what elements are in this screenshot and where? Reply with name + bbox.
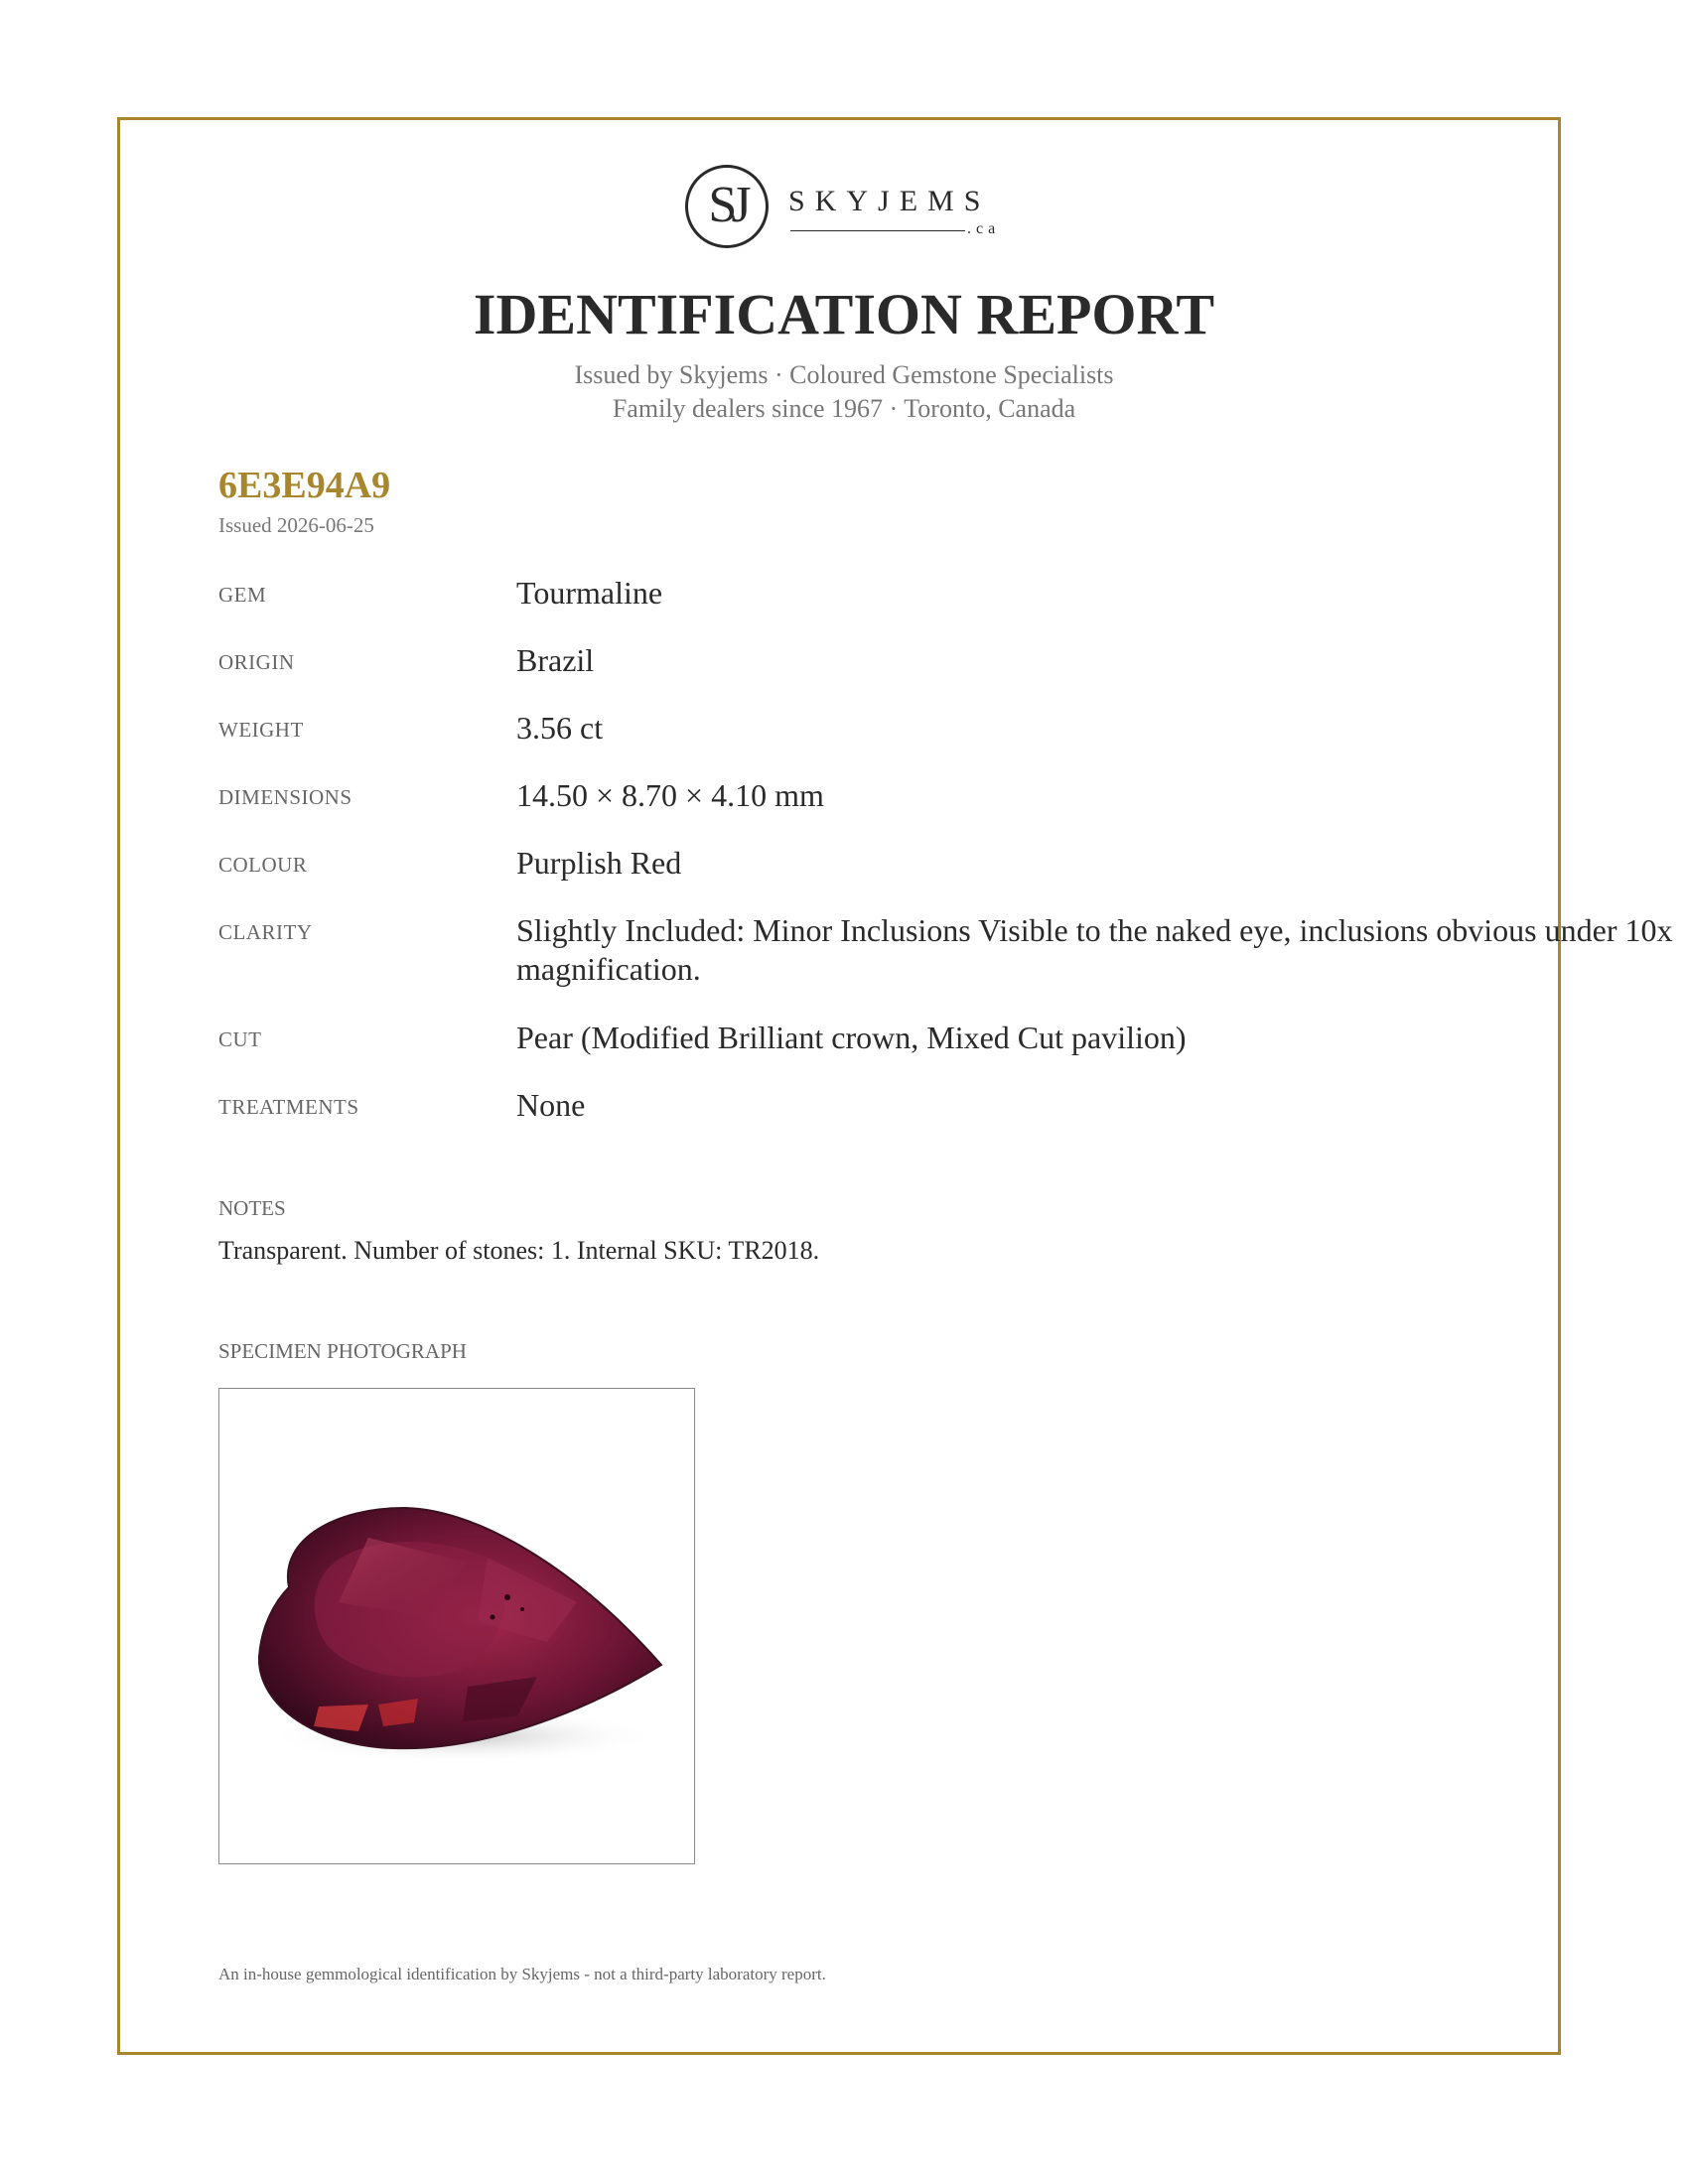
notes-label: NOTES (218, 1196, 286, 1220)
field-value: 3.56 ct (516, 710, 604, 746)
field-value: Pear (Modified Brilliant crown, Mixed Cut pavilion) (516, 1020, 1187, 1055)
logo-monogram: SJ (708, 177, 746, 233)
field-label: GEM (218, 583, 267, 607)
skyjems-logo (685, 165, 1013, 260)
report-title: IDENTIFICATION REPORT (473, 282, 1215, 346)
logo-rule (790, 230, 965, 231)
field-value: 14.50 × 8.70 × 4.10 mm (516, 777, 824, 813)
field-label: DIMENSIONS (218, 785, 352, 809)
field-value: Purplish Red (516, 845, 682, 881)
gemstone-image (219, 1389, 696, 1865)
field-value: Slightly Included: Minor Inclusions Visible to the naked eye, inclusions obvious under 10x magnification. (516, 912, 1673, 987)
field-value: Tourmaline (516, 575, 663, 611)
field-label: CUT (218, 1027, 262, 1051)
logo-wordmark: SKYJEMS (788, 185, 991, 217)
field-value: None (516, 1087, 586, 1123)
field-label: WEIGHT (218, 718, 304, 742)
notes-text: Transparent. Number of stones: 1. Internal SKU: TR2018. (218, 1236, 820, 1265)
logo-tld: .ca (967, 220, 1001, 237)
report-subtitle-issuer: Issued by Skyjems · Coloured Gemstone Specialists (574, 360, 1114, 389)
field-label: TREATMENTS (218, 1095, 359, 1119)
field-label: ORIGIN (218, 650, 295, 674)
field-value: Brazil (516, 642, 595, 678)
issue-date: Issued 2026-06-25 (218, 513, 374, 537)
report-id: 6E3E94A9 (218, 465, 391, 506)
field-label: CLARITY (218, 920, 313, 944)
disclaimer-footer: An in-house gemmological identification by Skyjems - not a third-party laboratory report. (218, 1965, 826, 1983)
photo-label: SPECIMEN PHOTOGRAPH (218, 1339, 467, 1363)
specimen-photograph (218, 1388, 695, 1864)
report-subtitle-location: Family dealers since 1967 · Toronto, Canada (612, 394, 1076, 423)
field-label: COLOUR (218, 853, 308, 877)
